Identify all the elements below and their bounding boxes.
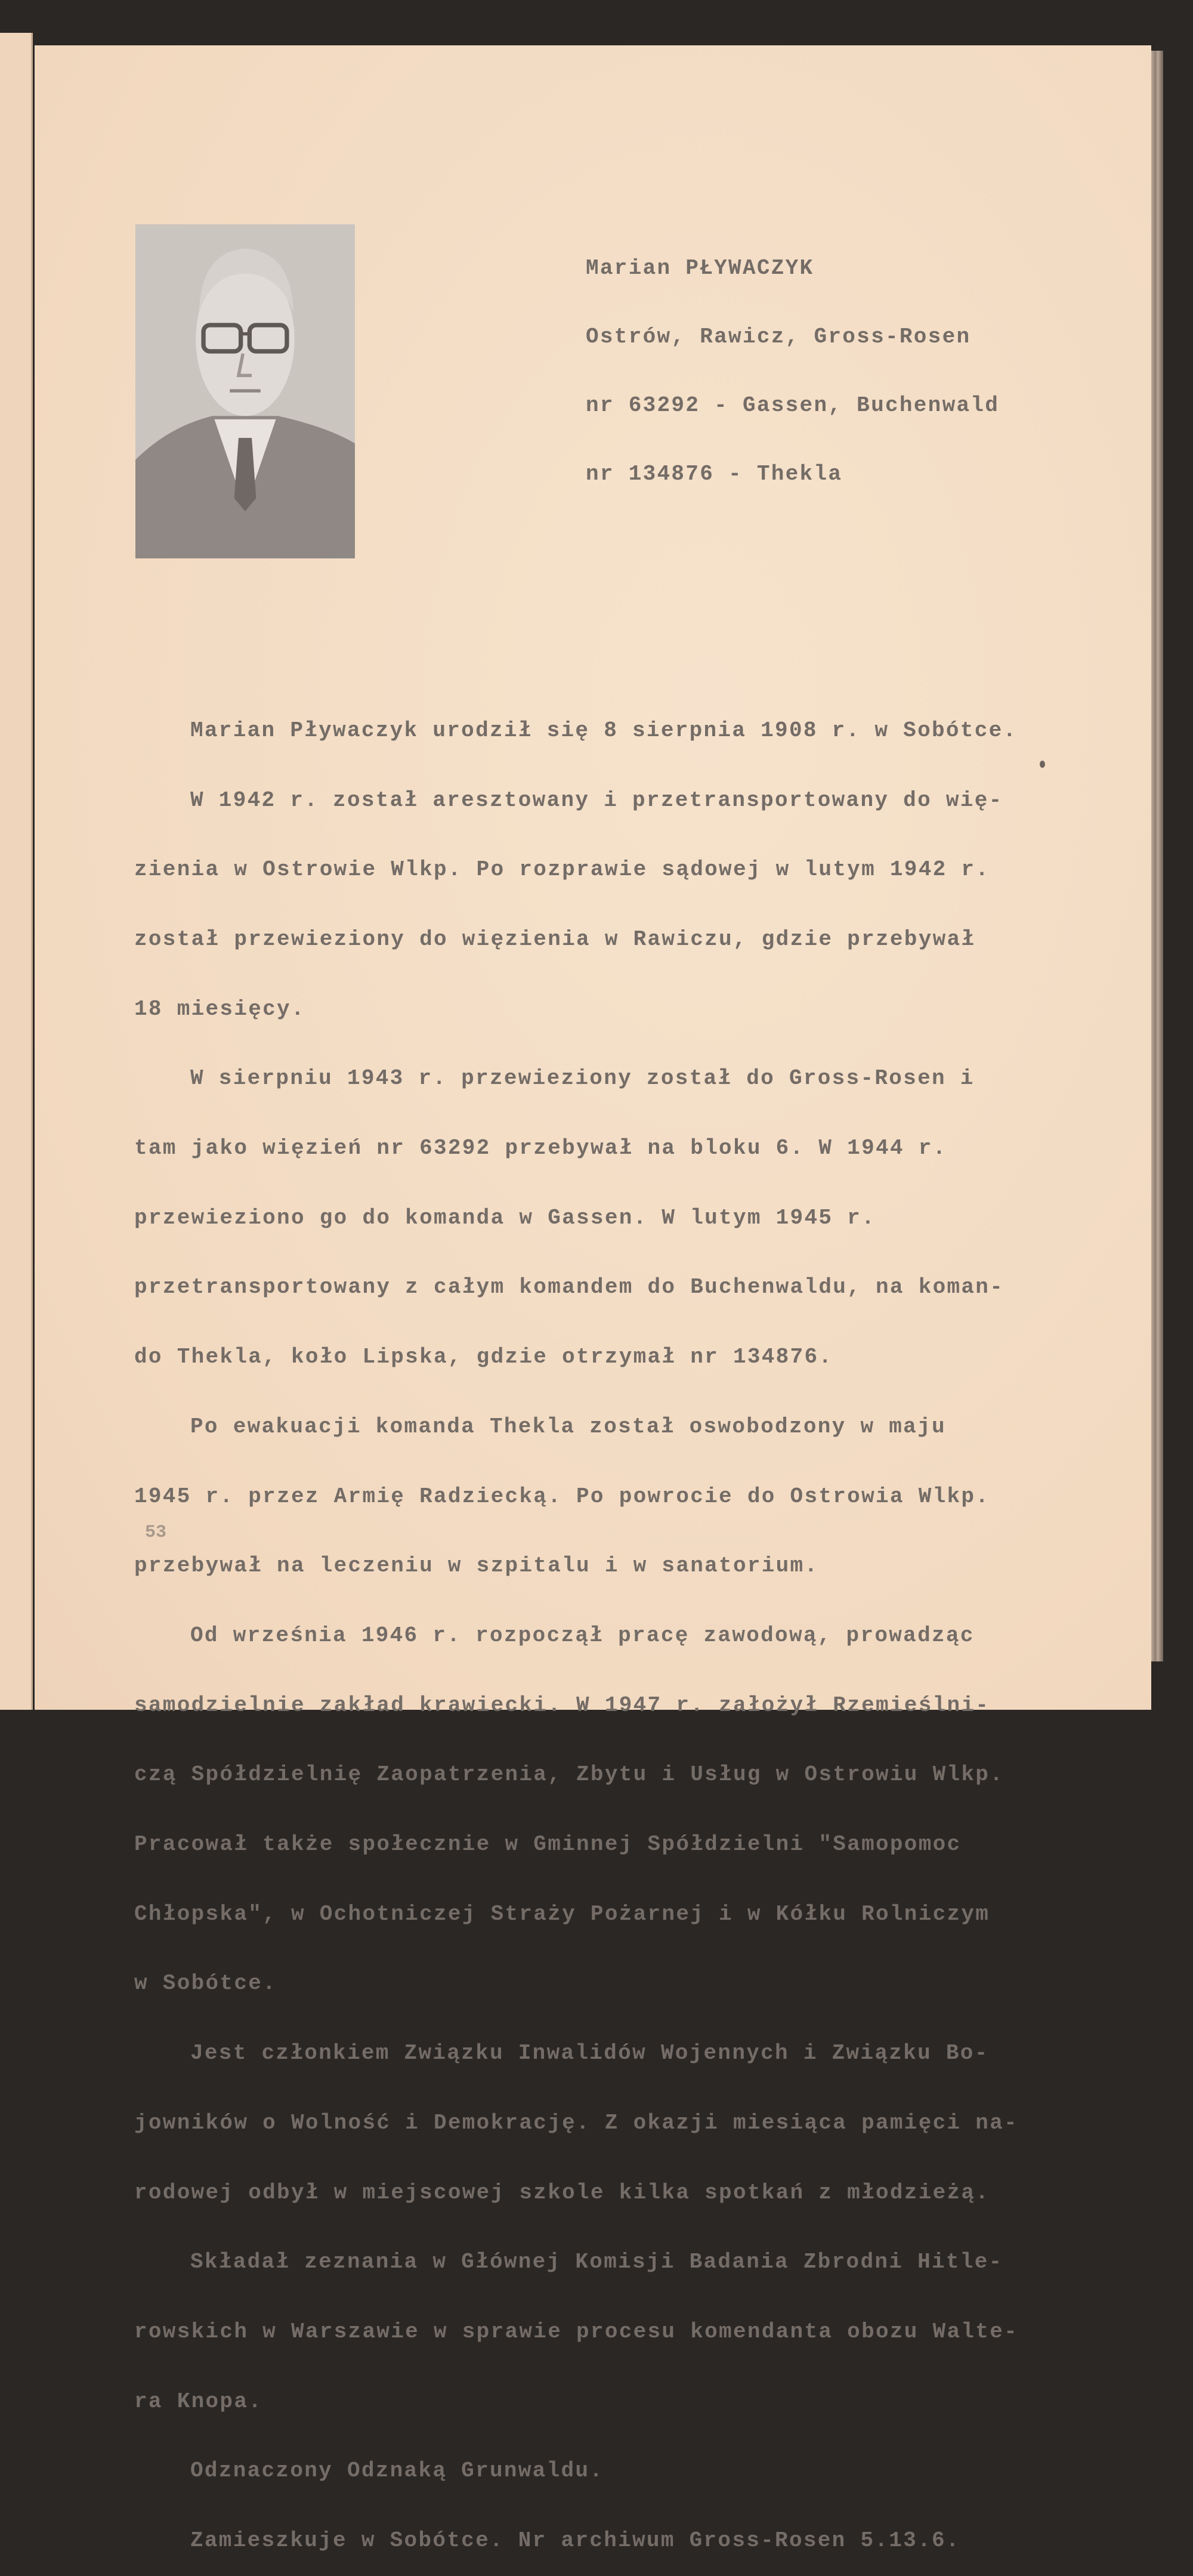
text-line: 1945 r. przez Armię Radziecką. Po powrocie do Ostrowia Wlkp. <box>134 1484 990 1509</box>
prisoner-number-line: nr 134876 - Thekla <box>586 461 843 486</box>
text-line: przewieziono go do komanda w Gassen. W lutym 1945 r. <box>134 1205 876 1230</box>
text-line: Od września 1946 r. rozpoczął pracę zawodową, prowadząc <box>190 1623 975 1648</box>
text-line: tam jako więzień nr 63292 przebywał na bloku 6. W 1944 r. <box>134 1136 947 1161</box>
text-line: W sierpniu 1943 r. przewieziony został do Gross-Rosen i <box>190 1066 975 1091</box>
text-line: Zamieszkuje w Sobótce. Nr archiwum Gross-Rosen 5.13.6. <box>190 2528 960 2553</box>
text-line: przebywał na leczeniu w szpitalu i w sanatorium. <box>134 1553 819 1579</box>
facing-page-edge <box>0 33 33 1710</box>
text-line: W 1942 r. został aresztowany i przetransportowany do wię- <box>190 787 1003 813</box>
prisoner-number-line: nr 63292 - Gassen, Buchenwald <box>586 393 1000 418</box>
text-line: Po ewakuacji komanda Thekla został oswobodzony w maju <box>190 1414 946 1439</box>
ink-speck <box>1040 761 1045 768</box>
person-name: Marian PŁYWACZYK <box>586 256 814 280</box>
person-header <box>586 212 999 509</box>
page-number: 53 <box>145 1522 167 1543</box>
text-line: 18 miesięcy. <box>134 996 305 1021</box>
text-line: do Thekla, koło Lipska, gdzie otrzymał nr 134876. <box>134 1345 833 1370</box>
text-line: rodowej odbył w miejscowej szkole kilka spotkań z młodzieżą. <box>134 2180 990 2205</box>
text-line: został przewieziony do więzienia w Rawiczu, gdzie przebywał <box>134 926 976 952</box>
text-line: Jest członkiem Związku Inwalidów Wojennych i Związku Bo- <box>190 2041 989 2066</box>
text-line: zienia w Ostrowie Wlkp. Po rozprawie sądowej w lutym 1942 r. <box>134 857 990 882</box>
text-line: Składał zeznania w Głównej Komisji Badania Zbrodni Hitle- <box>190 2250 1003 2275</box>
camps-list: Ostrów, Rawicz, Gross-Rosen <box>586 324 971 349</box>
text-line: w Sobótce. <box>134 1971 277 1996</box>
text-line: samodzielnie zakład krawiecki. W 1947 r. założył Rzemieślni- <box>134 1692 990 1718</box>
text-line: Chłopska", w Ochotniczej Straży Pożarnej i w Kółku Rolniczym <box>134 1901 990 1926</box>
page-stack-edge <box>1150 51 1163 1661</box>
text-line: ra Knopa. <box>134 2389 263 2414</box>
biography-text <box>134 673 1018 2576</box>
text-line: Odznaczony Odznaką Grunwaldu. <box>190 2458 604 2484</box>
text-line: Marian Pływaczyk urodził się 8 sierpnia 1908 r. w Sobótce. <box>190 718 1018 743</box>
text-line: Pracował także społecznie w Gminnej Spółdzielni "Samopomoc <box>134 1832 962 1857</box>
text-line: jowników o Wolność i Demokrację. Z okazji miesiąca pamięci na- <box>134 2110 1019 2135</box>
text-line: przetransportowany z całym komandem do Buchenwaldu, na koman- <box>134 1275 1005 1300</box>
text-line: rowskich w Warszawie w sprawie procesu komendanta obozu Walte- <box>134 2319 1019 2344</box>
text-line: czą Spółdzielnię Zaopatrzenia, Zbytu i Usług w Ostrowiu Wlkp. <box>134 1762 1005 1787</box>
portrait-photo <box>135 224 355 558</box>
